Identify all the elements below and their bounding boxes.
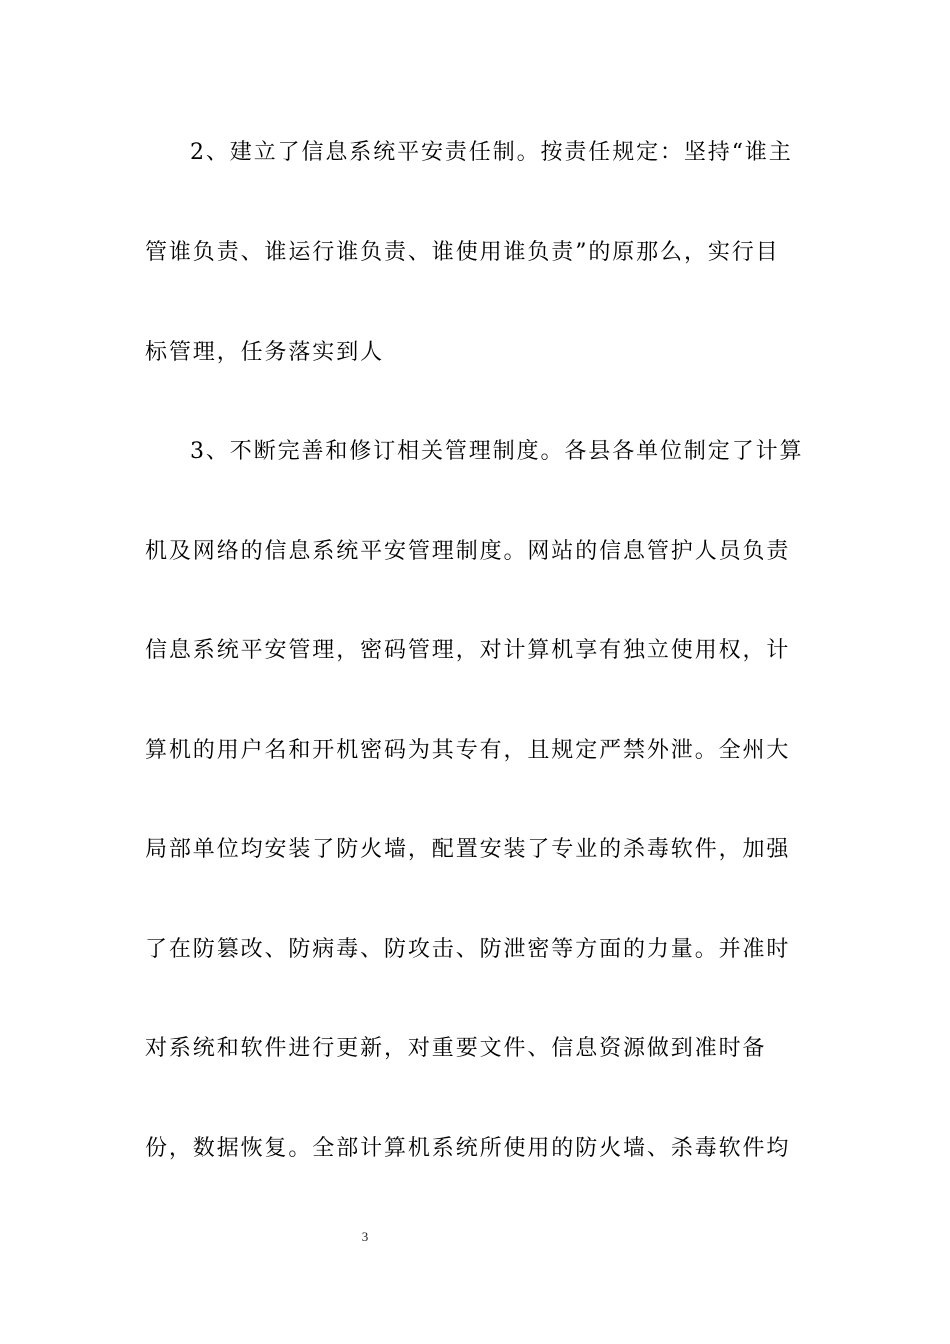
paragraph-3-line-7: 对系统和软件进行更新，对重要文件、信息资源做到准时备 bbox=[145, 1036, 767, 1061]
paragraph-3-line-8: 份，数据恢复。全部计算机系统所使用的防火墙、杀毒软件均 bbox=[145, 1136, 791, 1161]
paragraph-2-line-3: 标管理，任务落实到人 bbox=[145, 340, 385, 365]
paragraph-2-line-1: 2、建立了信息系统平安责任制。按责任规定：坚持“谁主 bbox=[190, 140, 793, 165]
paragraph-3-line-4: 算机的用户名和开机密码为其专有，且规定严禁外泄。全州大 bbox=[145, 738, 791, 763]
page-number: 3 bbox=[361, 1229, 369, 1244]
paragraph-2-line-2: 管谁负责、谁运行谁负责、谁使用谁负责”的原那么，实行目 bbox=[145, 240, 780, 265]
paragraph-3-line-3: 信息系统平安管理，密码管理，对计算机享有独立使用权，计 bbox=[145, 638, 791, 663]
paragraph-3-line-6: 了在防篡改、防病毒、防攻击、防泄密等方面的力量。并准时 bbox=[145, 937, 791, 962]
paragraph-3-line-5: 局部单位均安装了防火墙，配置安装了专业的杀毒软件，加强 bbox=[145, 837, 791, 862]
paragraph-3-line-1: 3、不断完善和修订相关管理制度。各县各单位制定了计算 bbox=[190, 439, 804, 464]
paragraph-3-line-2: 机及网络的信息系统平安管理制度。网站的信息管护人员负责 bbox=[145, 539, 791, 564]
